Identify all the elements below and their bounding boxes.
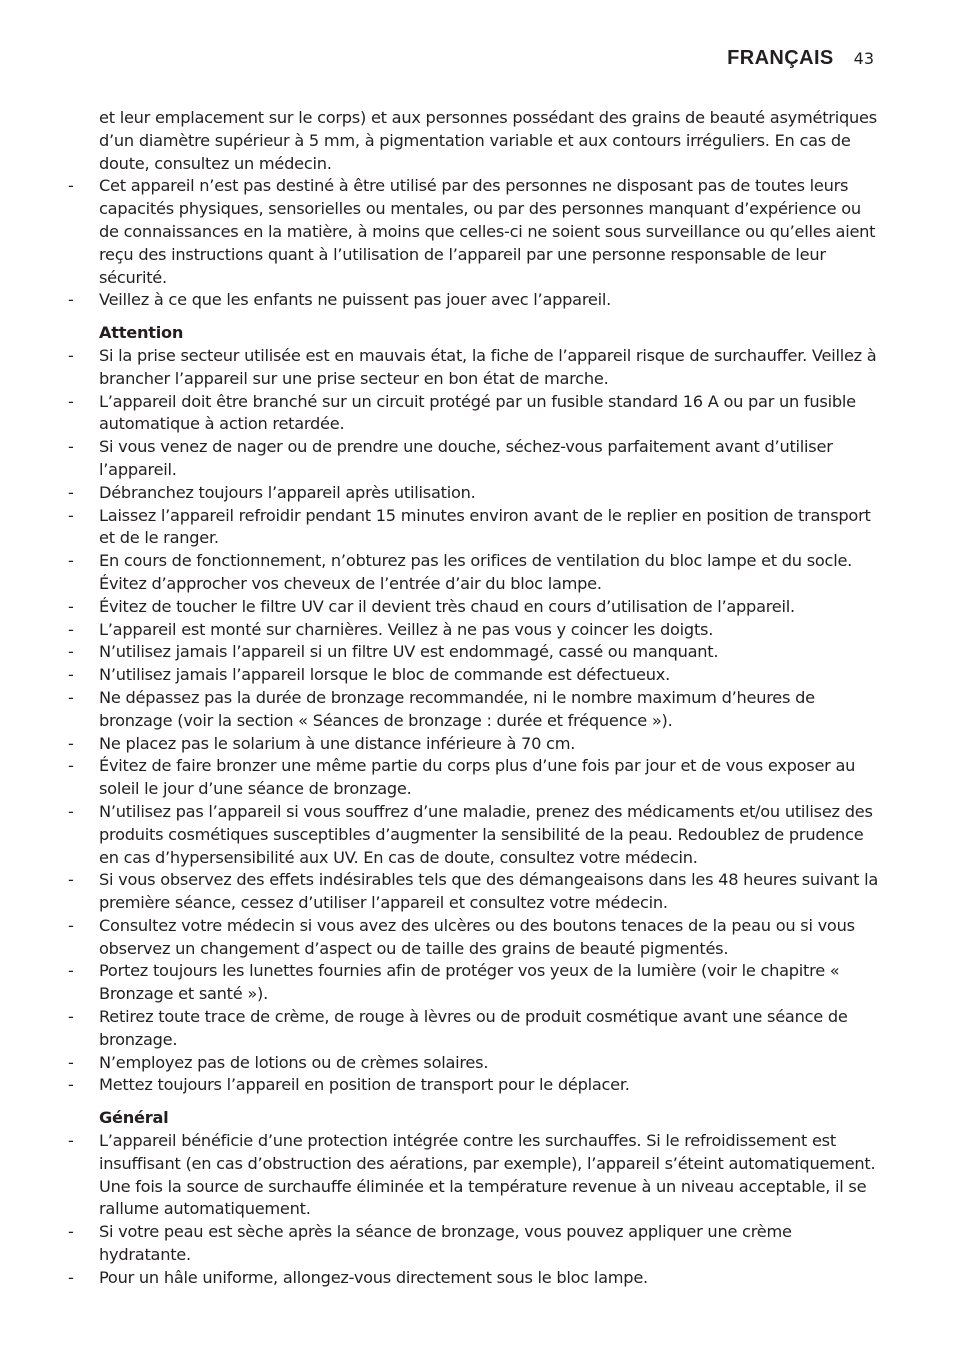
- list-item: [62, 1130, 882, 1221]
- list-dash: -: [68, 1222, 74, 1242]
- list-item: [62, 801, 882, 869]
- list-item-text: Mettez toujours l’appareil en position de transport pour le déplacer.: [99, 1075, 630, 1095]
- list-item-text: En cours de fonctionnement, n’obturez pas les orifices de ventilation du bloc lampe et du socle. Évitez d’approcher vos cheveux de l’entrée d’air du bloc lampe.: [99, 551, 853, 593]
- list-dash: -: [68, 1052, 74, 1072]
- list-dash: -: [68, 551, 74, 571]
- language-label: FRANÇAIS: [727, 47, 834, 69]
- list-item: [62, 391, 882, 437]
- safety-list: [62, 175, 882, 312]
- list-item: [62, 345, 882, 391]
- list-item: [62, 505, 882, 551]
- list-dash: -: [68, 1007, 74, 1027]
- list-item-text: Si la prise secteur utilisée est en mauvais état, la fiche de l’appareil risque de surchauffer. Veillez à brancher l’appareil sur une prise secteur en bon état de marche.: [99, 345, 877, 388]
- list-item: [62, 1052, 882, 1075]
- list-item-text: Ne placez pas le solarium à une distance inférieure à 70 cm.: [99, 733, 576, 753]
- list-item: [62, 1006, 882, 1052]
- list-dash: -: [68, 290, 74, 310]
- list-dash: -: [68, 1131, 74, 1151]
- list-dash: -: [68, 596, 74, 616]
- list-item-text: L’appareil doit être branché sur un circuit protégé par un fusible standard 16 A ou par un fusible automatique à action retardée.: [99, 391, 856, 434]
- list-item-text: N’employez pas de lotions ou de crèmes solaires.: [99, 1052, 489, 1072]
- list-item: [62, 687, 882, 733]
- list-item-text: Veillez à ce que les enfants ne puissent pas jouer avec l’appareil.: [99, 290, 611, 310]
- list-dash: -: [68, 505, 74, 525]
- list-item: [62, 664, 882, 687]
- attention-heading: Attention: [99, 323, 184, 343]
- list-dash: -: [68, 642, 74, 662]
- list-dash: -: [68, 482, 74, 502]
- list-item: [62, 733, 882, 756]
- list-item: [62, 596, 882, 619]
- list-dash: -: [68, 870, 74, 890]
- list-dash: -: [68, 665, 74, 685]
- list-item: [62, 436, 882, 482]
- general-heading: Général: [99, 1108, 169, 1128]
- list-item: [62, 755, 882, 801]
- list-item-text: N’utilisez pas l’appareil si vous souffrez d’une maladie, prenez des médicaments et/ou utilisez des produits cosmétiques susceptibles d’augmenter la sensibilité de la peau. Redoublez de prudence en cas d’hypersensibilité aux UV. En cas de doute, consultez votre médecin.: [99, 801, 873, 867]
- list-item-text: Retirez toute trace de crème, de rouge à lèvres ou de produit cosmétique avant une séance de bronzage.: [99, 1007, 848, 1049]
- list-dash: -: [68, 687, 74, 707]
- list-item: [62, 960, 882, 1006]
- list-item-text: Ne dépassez pas la durée de bronzage recommandée, ni le nombre maximum d’heures de bronzage (voir la section « Séances de bronzage : durée et fréquence »).: [99, 687, 815, 730]
- list-dash: -: [68, 1267, 74, 1287]
- list-dash: -: [68, 756, 74, 776]
- list-dash: -: [68, 733, 74, 753]
- list-item: [62, 482, 882, 505]
- list-dash: -: [68, 345, 74, 365]
- list-dash: -: [68, 1075, 74, 1095]
- list-item-text: Cet appareil n’est pas destiné à être utilisé par des personnes ne disposant pas de toutes leurs capacités physiques, sensorielles ou mentales, ou par des personnes manquant d’expérience ou de connaissances en la matière, à moins que celles-ci ne soient sous surveillance ou qu’elles aient reçu des instructions quant à l’utilisation de l’appareil par une personne responsable de leur sécurité.: [99, 176, 876, 287]
- list-item: [62, 289, 882, 312]
- list-item-text: Si vous venez de nager ou de prendre une douche, séchez-vous parfaitement avant d’utiliser l’appareil.: [99, 437, 833, 479]
- list-item-text: Évitez de toucher le filtre UV car il devient très chaud en cours d’utilisation de l’appareil.: [99, 596, 795, 616]
- general-list: [62, 1130, 882, 1290]
- page-header: [727, 47, 874, 70]
- list-item-text: L’appareil est monté sur charnières. Veillez à ne pas vous y coincer les doigts.: [99, 619, 714, 639]
- list-item: [62, 641, 882, 664]
- document-body: [62, 107, 882, 1290]
- page-number: 43: [853, 49, 874, 68]
- list-item-text: Portez toujours les lunettes fournies afin de protéger vos yeux de la lumière (voir le chapitre « Bronzage et santé »).: [99, 961, 840, 1004]
- attention-list: [62, 345, 882, 1097]
- list-item: [62, 619, 882, 642]
- list-item-text: Laissez l’appareil refroidir pendant 15 minutes environ avant de le replier en position de transport et de le ranger.: [99, 505, 871, 548]
- list-item-text: Si vous observez des effets indésirables tels que des démangeaisons dans les 48 heures suivant la première séance, cessez d’utiliser l’appareil et consultez votre médecin.: [99, 870, 879, 913]
- list-item-text: N’utilisez jamais l’appareil si un filtre UV est endommagé, cassé ou manquant.: [99, 642, 719, 662]
- list-item: [62, 869, 882, 915]
- list-item: [62, 1267, 882, 1290]
- list-dash: -: [68, 437, 74, 457]
- list-item: [62, 1221, 882, 1267]
- list-item-text: Débranchez toujours l’appareil après utilisation.: [99, 482, 476, 502]
- list-item-text: Si votre peau est sèche après la séance de bronzage, vous pouvez appliquer une crème hydratante.: [99, 1222, 792, 1265]
- list-dash: -: [68, 619, 74, 639]
- list-dash: -: [68, 961, 74, 981]
- list-item-text: L’appareil bénéficie d’une protection intégrée contre les surchauffes. Si le refroidissement est insuffisant (en cas d’obstruction des aérations, par exemple), l’appareil s’éteint automatiquement. Une fois la source de surchauffe éliminée et la température revenue à un niveau acceptable, il se rallume automatiquement.: [99, 1131, 876, 1219]
- list-item: [62, 1074, 882, 1097]
- list-item-text: Pour un hâle uniforme, allongez-vous directement sous le bloc lampe.: [99, 1267, 648, 1287]
- list-item: [62, 175, 882, 289]
- list-dash: -: [68, 801, 74, 821]
- intro-paragraph: et leur emplacement sur le corps) et aux personnes possédant des grains de beauté asymétriques d’un diamètre supérieur à 5 mm, à pigmentation variable et aux contours irréguliers. En cas de doute, consultez un médecin.: [99, 108, 877, 173]
- list-item-text: Évitez de faire bronzer une même partie du corps plus d’une fois par jour et de vous exposer au soleil le jour d’une séance de bronzage.: [99, 756, 856, 799]
- list-item-text: Consultez votre médecin si vous avez des ulcères ou des boutons tenaces de la peau ou si vous observez un changement d’aspect ou de taille des grains de beauté pigmentés.: [99, 915, 855, 958]
- list-item: [62, 915, 882, 961]
- list-item-text: N’utilisez jamais l’appareil lorsque le bloc de commande est défectueux.: [99, 665, 670, 685]
- list-dash: -: [68, 391, 74, 411]
- list-item: [62, 550, 882, 596]
- list-dash: -: [68, 915, 74, 935]
- list-dash: -: [68, 176, 74, 196]
